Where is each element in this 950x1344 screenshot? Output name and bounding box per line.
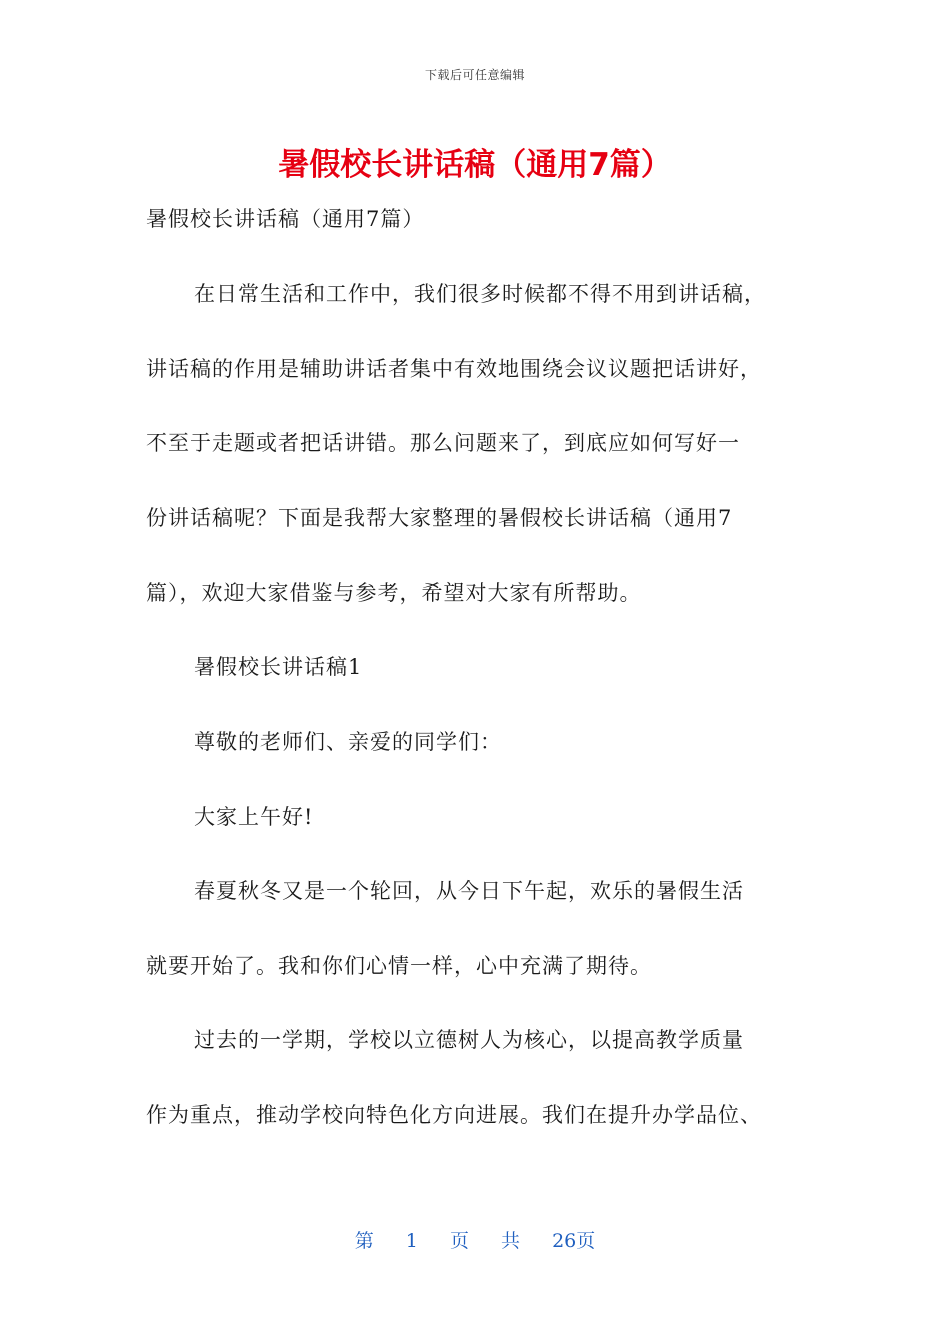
paragraph-line: 在日常生活和工作中，我们很多时候都不得不用到讲话稿，	[194, 282, 766, 306]
paragraph-line: 春夏秋冬又是一个轮回，从今日下午起，欢乐的暑假生活	[194, 879, 744, 903]
paragraph-line: 就要开始了。我和你们心情一样，心中充满了期待。	[146, 954, 652, 978]
paragraph-line: 过去的一学期，学校以立德树人为核心，以提高教学质量	[194, 1028, 744, 1052]
paragraph-line: 篇），欢迎大家借鉴与参考，希望对大家有所帮助。	[146, 581, 642, 605]
paragraph-line: 不至于走题或者把话讲错。那么问题来了，到底应如何写好一	[146, 431, 740, 455]
section-heading: 暑假校长讲话稿1	[194, 655, 363, 679]
page-footer	[0, 1226, 950, 1253]
greeting-line: 大家上午好!	[194, 805, 314, 829]
paragraph-line: 份讲话稿呢？下面是我帮大家整理的暑假校长讲话稿（通用7	[146, 506, 733, 530]
paragraph-line: 讲话稿的作用是辅助讲话者集中有效地围绕会议议题把话讲好，	[146, 357, 762, 381]
current-page-number: 1	[405, 1230, 418, 1252]
footer-total-label: 共	[501, 1230, 521, 1252]
subtitle-line: 暑假校长讲话稿（通用7篇）	[146, 207, 425, 231]
page-header: 下载后可任意编辑	[424, 68, 525, 82]
document-title: 暑假校长讲话稿（通用7篇）	[278, 147, 672, 183]
footer-prefix: 第	[354, 1230, 374, 1252]
total-pages: 26页	[552, 1230, 596, 1252]
salutation-line: 尊敬的老师们、亲爱的同学们：	[194, 730, 502, 754]
paragraph-line: 作为重点，推动学校向特色化方向进展。我们在提升办学品位、	[146, 1103, 762, 1127]
footer-page-word: 页	[449, 1230, 469, 1252]
